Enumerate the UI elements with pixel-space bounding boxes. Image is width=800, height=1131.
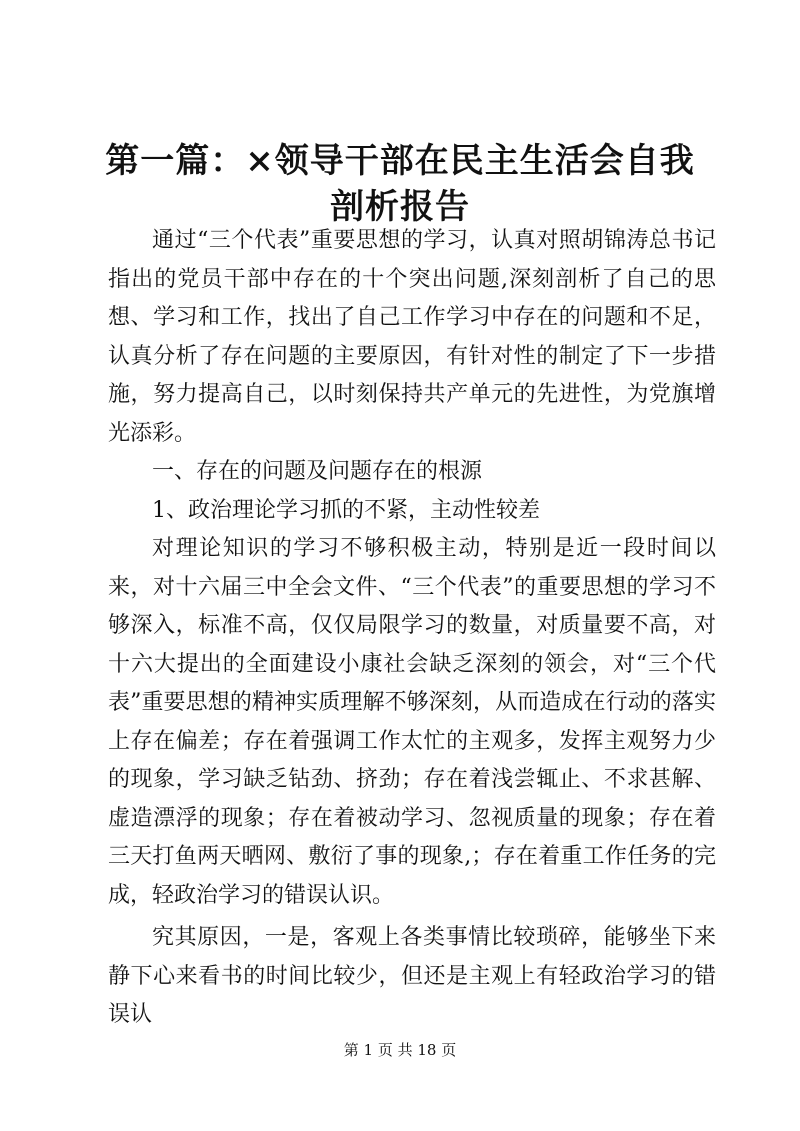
section-heading: 一、存在的问题及问题存在的根源 — [152, 459, 483, 484]
document-body — [108, 222, 716, 1035]
page-number-footer: 第 1 页 共 18 页 — [343, 1041, 457, 1059]
subsection-heading: 1、政治理论学习抓的不紧，主动性较差 — [152, 497, 540, 523]
paragraph-intro: 通过“三个代表”重要思想的学习，认真对照胡锦涛总书记指出的党员干部中存在的十个突出问题,深刻剖析了自己的思想、学习和工作，找出了自己工作学习中存在的问题和不足，认真分析了存在问题的主要原因，有针对性的制定了下一步措施，努力提高自己，以时刻保持共产单元的先进性，为党旗增光添彩。 — [108, 228, 716, 446]
paragraph-problems: 对理论知识的学习不够积极主动，特别是近一段时间以来，对十六届三中全会文件、“三个代表”的重要思想的学习不够深入，标准不高，仅仅局限学习的数量，对质量要不高，对十六大提出的全面建设小康社会缺乏深刻的领会，对“三个代表”重要思想的精神实质理解不够深刻，从而造成在行动的落实上存在偏差；存在着强调工作太忙的主观多，发挥主观努力少的现象，学习缺乏钻劲、挤劲；存在着浅尝辄止、不求甚解、虚造漂浮的现象；存在着被动学习、忽视质量的现象；存在着三天打鱼两天晒网、敷衍了事的现象,；存在着重工作任务的完成，轻政治学习的错误认识。 — [108, 536, 716, 908]
page-title: 第一篇：×领导干部在民主生活会自我剖析报告 — [105, 141, 695, 227]
paragraph-causes: 究其原因，一是，客观上各类事情比较琐碎，能够坐下来静下心来看书的时间比较少，但还是主观上有轻政治学习的错误认 — [108, 925, 716, 1027]
